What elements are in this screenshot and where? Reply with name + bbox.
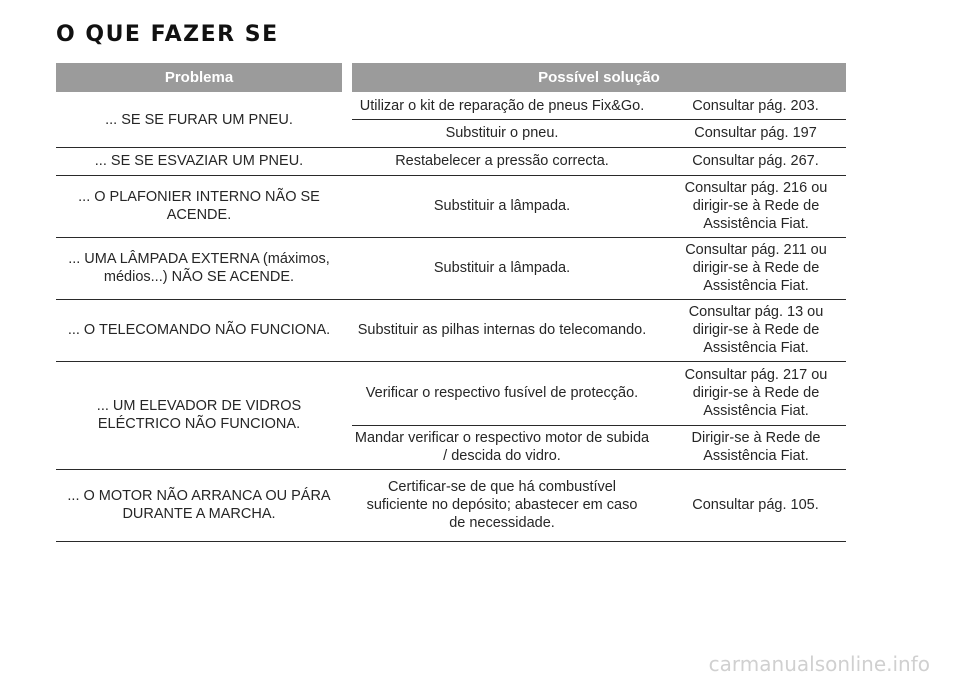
solution-ref: Consultar pág. 13 ou dirigir-se à Rede de Assistência Fiat. [688, 304, 824, 356]
problem-cell: ... SE SE FURAR UM PNEU. [105, 112, 293, 128]
problem-cell: ... O PLAFONIER INTERNO NÃO SE ACENDE. [78, 189, 320, 223]
solution-action: Mandar verificar o respectivo motor de subida / descida do vidro. [354, 430, 650, 464]
solution-action: Restabelecer a pressão correcta. [395, 153, 609, 169]
page-title: O QUE FAZER SE [56, 22, 279, 47]
solution-ref: Dirigir-se à Rede de Assistência Fiat. [691, 430, 821, 464]
solution-action: Substituir a lâmpada. [433, 260, 571, 276]
solution-action: Substituir o pneu. [445, 125, 559, 141]
problem-cell: ... UMA LÂMPADA EXTERNA (máximos, médios...) NÃO SE ACENDE. [68, 251, 330, 285]
divider [56, 541, 846, 542]
solution-action: Utilizar o kit de reparação de pneus Fix&Go. [359, 98, 645, 114]
solution-ref: Consultar pág. 203. [692, 98, 819, 114]
solution-ref: Consultar pág. 217 ou dirigir-se à Rede de Assistência Fiat. [684, 367, 828, 419]
problem-cell: ... SE SE ESVAZIAR UM PNEU. [94, 153, 304, 169]
solution-action: Substituir a lâmpada. [433, 198, 571, 214]
problem-cell: ... UM ELEVADOR DE VIDROS ELÉCTRICO NÃO FUNCIONA. [96, 398, 302, 432]
solution-ref: Consultar pág. 105. [692, 497, 819, 513]
solution-action: Substituir as pilhas internas do telecomando. [357, 322, 647, 338]
solution-action: Verificar o respectivo fusível de protecção. [365, 385, 639, 401]
solution-ref: Consultar pág. 211 ou dirigir-se à Rede de Assistência Fiat. [685, 242, 827, 294]
solution-ref: Consultar pág. 216 ou dirigir-se à Rede de Assistência Fiat. [684, 180, 828, 232]
problem-cell: ... O MOTOR NÃO ARRANCA OU PÁRA DURANTE A MARCHA. [67, 488, 331, 522]
solution-ref: Consultar pág. 267. [692, 153, 819, 169]
solution-action: Certificar-se de que há combustível suficiente no depósito; abastecer em caso de necessidade. [366, 479, 638, 531]
header-problem: Problema [56, 63, 342, 92]
header-solution: Possível solução [352, 63, 846, 92]
problem-cell: ... O TELECOMANDO NÃO FUNCIONA. [67, 322, 331, 338]
solution-ref: Consultar pág. 197 [694, 125, 817, 141]
watermark: carmanualsonline.info [708, 652, 930, 676]
